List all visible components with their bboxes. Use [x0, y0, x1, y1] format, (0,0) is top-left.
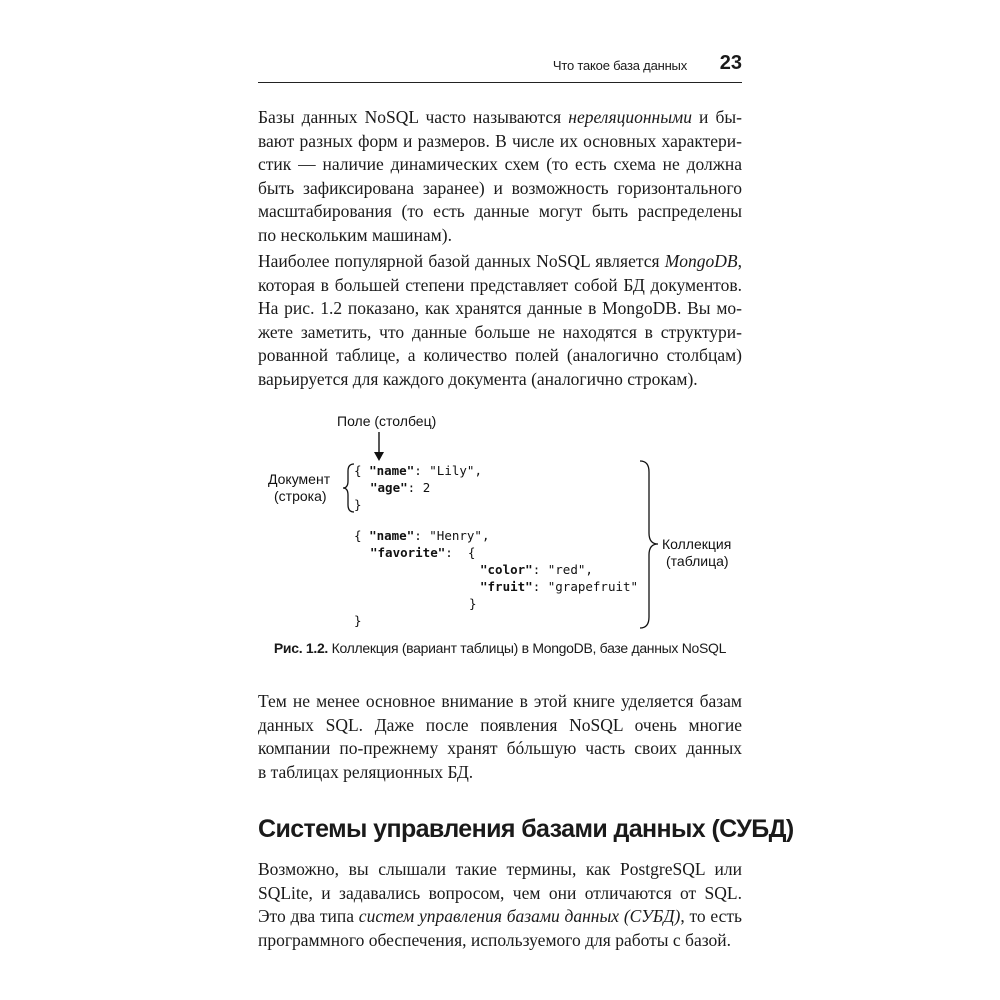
text-line: масштабирования (то есть данные могут быть распределены [258, 201, 742, 222]
text-line [258, 250, 742, 274]
collection-brace-icon [638, 460, 660, 630]
text-line: данных SQL. Даже после появления NoSQL очень многие [258, 714, 742, 735]
text-line: которая в большей степени представляет собой БД документов. [258, 274, 742, 295]
doc1-line-close: } [354, 497, 362, 512]
text-line: компании по-прежнему хранят бóльшую часть своих данных [258, 738, 742, 759]
text-line: Возможно, вы слышали такие термины, как PostgreSQL или [258, 859, 742, 879]
text-line: быть зафиксирована заранее) и возможность горизонтального [258, 177, 742, 198]
text-run: Наиболее популярной базой данных NoSQL является [258, 251, 665, 271]
doc1-line-name: { "name": "Lily", [354, 463, 482, 478]
text-line: программного обеспечения, используемого для работы с базой. [258, 929, 732, 950]
json-key: "name" [369, 463, 415, 478]
json-key: "name" [369, 528, 415, 543]
page-header [258, 52, 742, 83]
text-line: варьируется для каждого документа (аналогично строкам). [258, 368, 698, 389]
doc2-line-close: } [354, 613, 362, 628]
text-line: стик — наличие динамических схем (то есть схема не должна [258, 154, 742, 175]
emphasis: MongoDB [664, 251, 738, 271]
collection-label: Коллекция [662, 536, 732, 552]
json-value: "red" [547, 562, 586, 577]
document-label: Документ [268, 471, 331, 487]
running-title: Что такое база данных [552, 58, 687, 73]
json-key: "favorite" [370, 545, 446, 560]
text-run: Базы данных NoSQL часто называются [258, 107, 569, 127]
text-line: На рис. 1.2 показано, как хранятся данные в MongoDB. Вы мо- [258, 298, 742, 319]
text-run: и бы- [691, 107, 743, 127]
text-line: жете заметить, что данные больше не находятся в структури- [258, 321, 742, 342]
paragraph-nosql-intro [258, 106, 742, 248]
document-label-sub: (строка) [274, 488, 327, 504]
figure-mongodb-collection [258, 408, 742, 638]
text-run: Это два типа [258, 906, 359, 927]
json-value: "Henry" [429, 528, 482, 543]
text-run: , [737, 251, 742, 271]
text-run: , то есть [680, 906, 742, 927]
emphasis: нереляционными [568, 107, 692, 127]
json-key: "age" [370, 480, 408, 495]
text-line: в таблицах реляционных БД. [258, 761, 474, 782]
emphasis: систем управления базами данных (СУБД) [358, 906, 681, 927]
doc2-line-inner-close: } [469, 596, 477, 611]
field-label: Поле (столбец) [337, 413, 437, 429]
text-line: Тем не менее основное внимание в этой книге уделяется базам [258, 691, 742, 711]
page-number: 23 [719, 52, 742, 74]
json-value: 2 [422, 480, 431, 495]
doc2-line-favorite: "favorite": { [370, 545, 476, 560]
text-line [258, 905, 742, 929]
text-line: SQLite, и задавались вопросом, чем они отличаются от SQL. [258, 882, 742, 903]
doc2-line-name: { "name": "Henry", [354, 528, 490, 543]
json-value: "grapefruit" [547, 579, 639, 594]
paragraph-sql-focus [258, 690, 742, 784]
doc2-line-color: "color": "red", [480, 562, 593, 577]
text-line [258, 106, 742, 130]
text-line: по нескольким машинам). [258, 224, 452, 245]
json-value: "Lily" [429, 463, 475, 478]
collection-label-sub: (таблица) [666, 553, 729, 569]
doc2-line-fruit: "fruit": "grapefruit" [480, 579, 639, 594]
paragraph-dbms [258, 858, 742, 952]
paragraph-mongodb [258, 250, 742, 392]
section-heading: Системы управления базами данных (СУБД) [258, 815, 794, 843]
text-line: вают разных форм и размеров. В числе их основных характери- [258, 130, 742, 151]
caption-text: Коллекция (вариант таблицы) в MongoDB, базе данных NoSQL [328, 640, 727, 656]
json-key: "color" [480, 562, 533, 577]
text-line: рованной таблице, а количество полей (аналогично столбцам) [258, 345, 742, 366]
json-key: "fruit" [480, 579, 533, 594]
doc1-line-age: "age": 2 [370, 480, 431, 495]
figure-caption [0, 640, 1000, 656]
caption-label: Рис. 1.2. [273, 640, 329, 656]
arrow-down-icon [372, 432, 386, 462]
